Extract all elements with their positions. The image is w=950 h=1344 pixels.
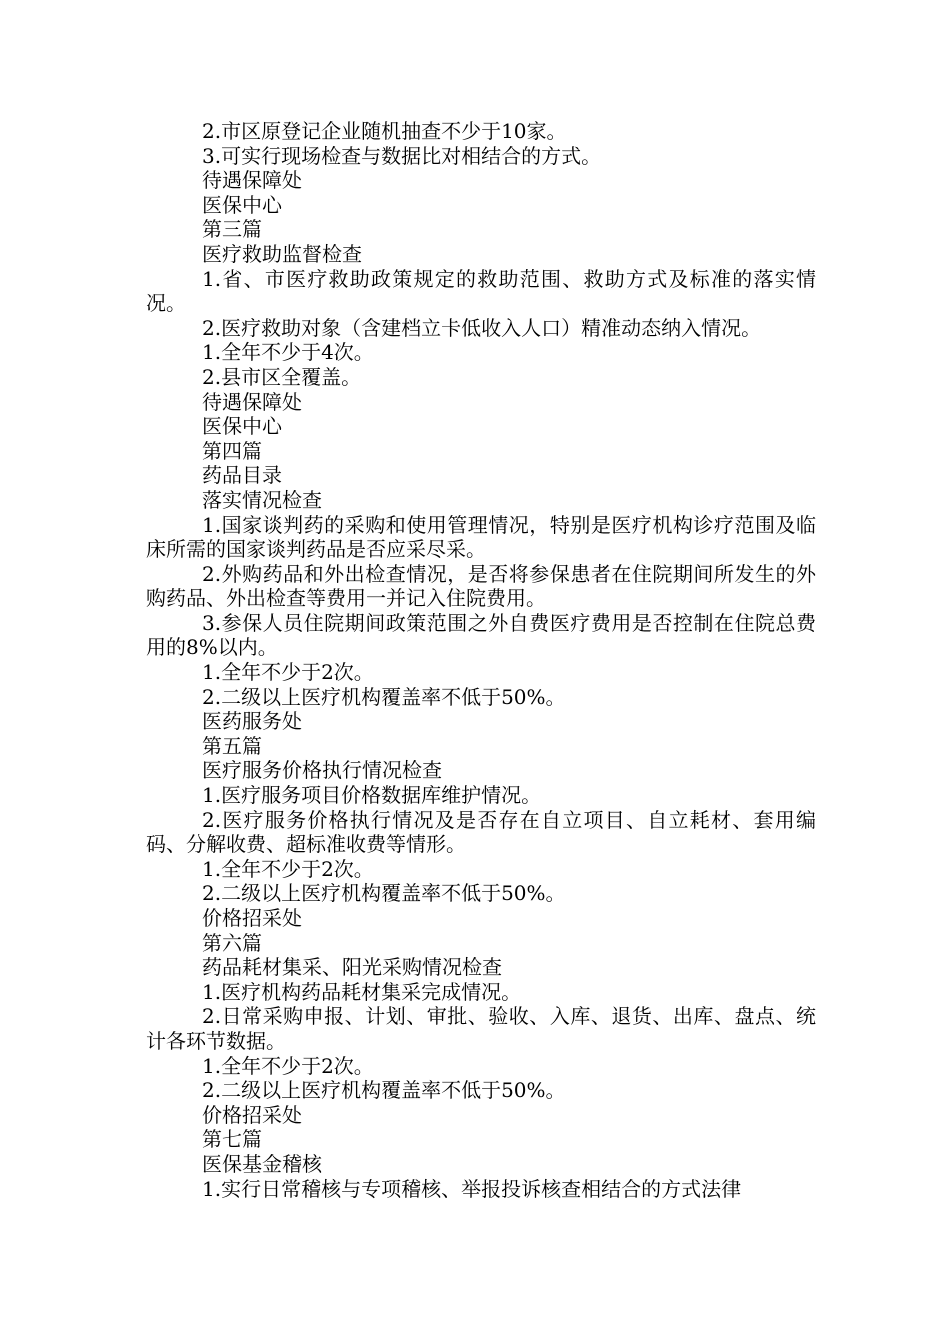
paragraph: 待遇保障处 xyxy=(202,389,302,414)
paragraph: 价格招采处 xyxy=(202,1102,302,1127)
paragraph: 2.市区原登记企业随机抽查不少于10家。 xyxy=(202,119,567,143)
document-body xyxy=(146,119,816,1201)
paragraph: 2.外购药品和外出检查情况，是否将参保患者在住院期间所发生的外购药品、外出检查等费用一并记入住院费用。 xyxy=(146,561,816,611)
section-heading: 第三篇 xyxy=(202,217,262,242)
paragraph: 1.实行日常稽核与专项稽核、举报投诉核查相结合的方式法律 xyxy=(202,1176,742,1201)
paragraph: 医疗救助监督检查 xyxy=(202,241,362,266)
paragraph: 2.县市区全覆盖。 xyxy=(202,364,362,389)
section-heading: 第七篇 xyxy=(202,1127,262,1152)
paragraph: 1.省、市医疗救助政策规定的救助范围、救助方式及标准的落实情况。 xyxy=(146,266,816,316)
paragraph: 1.国家谈判药的采购和使用管理情况，特别是医疗机构诊疗范围及临床所需的国家谈判药品是否应采尽采。 xyxy=(146,512,816,562)
section-heading: 第六篇 xyxy=(202,930,262,955)
paragraph: 1.全年不少于2次。 xyxy=(202,856,374,881)
section-heading: 第四篇 xyxy=(202,438,262,463)
paragraph: 医药服务处 xyxy=(202,709,302,734)
section-heading: 第五篇 xyxy=(202,733,262,758)
paragraph: 药品目录 xyxy=(202,463,282,488)
paragraph: 1.全年不少于2次。 xyxy=(202,1053,374,1078)
paragraph: 医保中心 xyxy=(202,192,282,217)
paragraph: 2.日常采购申报、计划、审批、验收、入库、退货、出库、盘点、统计各环节数据。 xyxy=(146,1004,816,1053)
paragraph: 2.二级以上医疗机构覆盖率不低于50%。 xyxy=(202,881,566,906)
paragraph: 2.医疗救助对象（含建档立卡低收入人口）精准动态纳入情况。 xyxy=(202,315,762,340)
paragraph: 医保基金稽核 xyxy=(202,1151,322,1176)
paragraph: 待遇保障处 xyxy=(202,168,302,193)
paragraph: 1.全年不少于4次。 xyxy=(202,340,374,365)
paragraph: 落实情况检查 xyxy=(202,487,322,512)
paragraph: 2.二级以上医疗机构覆盖率不低于50%。 xyxy=(202,684,566,709)
paragraph: 1.全年不少于2次。 xyxy=(202,660,374,685)
paragraph: 1.医疗机构药品耗材集采完成情况。 xyxy=(202,979,522,1004)
paragraph: 价格招采处 xyxy=(202,906,302,930)
paragraph: 药品耗材集采、阳光采购情况检查 xyxy=(202,955,502,980)
paragraph: 2.医疗服务价格执行情况及是否存在自立项目、自立耗材、套用编码、分解收费、超标准收费等情形。 xyxy=(146,807,816,857)
paragraph: 3.可实行现场检查与数据比对相结合的方式。 xyxy=(202,143,602,168)
paragraph: 1.医疗服务项目价格数据库维护情况。 xyxy=(202,783,542,808)
paragraph: 医疗服务价格执行情况检查 xyxy=(202,758,442,783)
paragraph: 2.二级以上医疗机构覆盖率不低于50%。 xyxy=(202,1078,566,1103)
paragraph: 3.参保人员住院期间政策范围之外自费医疗费用是否控制在住院总费用的8%以内。 xyxy=(146,610,816,660)
paragraph: 医保中心 xyxy=(202,414,282,439)
